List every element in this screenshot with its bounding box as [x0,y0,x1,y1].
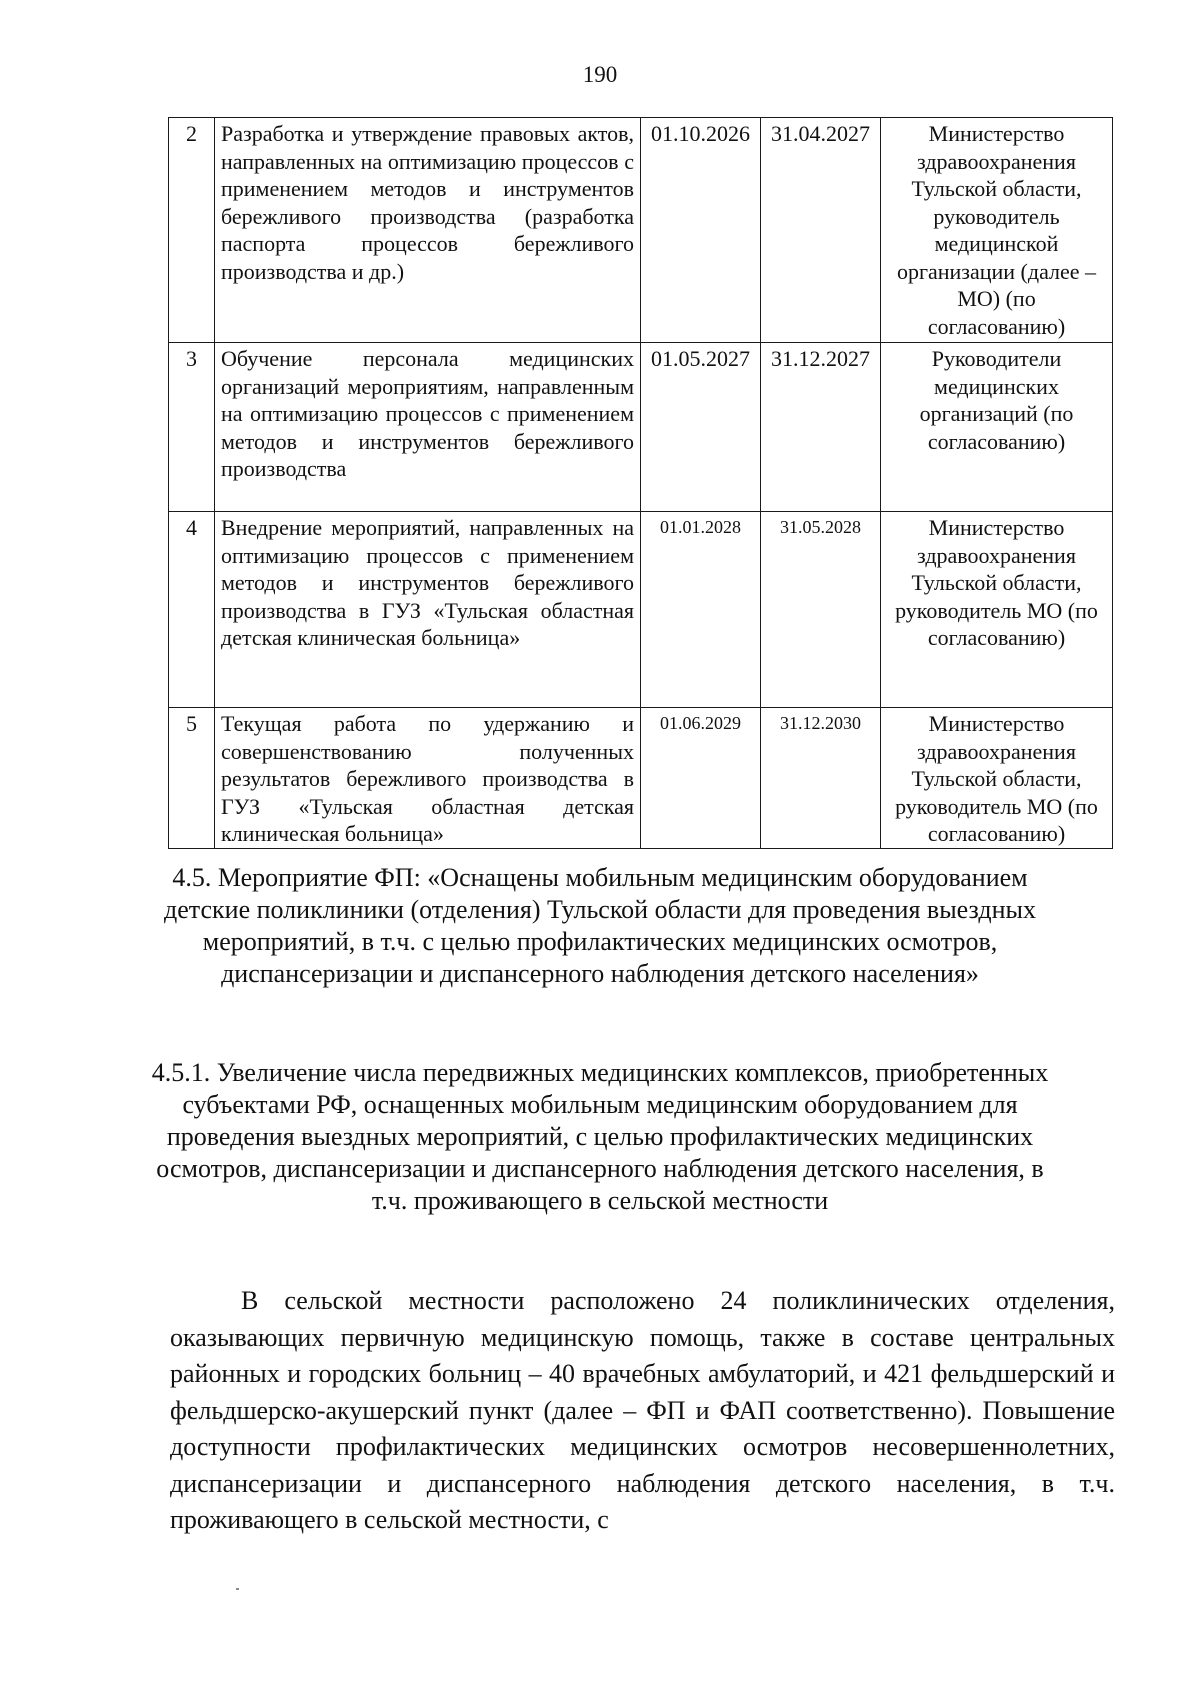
section-heading-4-5-1: 4.5.1. Увеличение числа передвижных медицинских комплексов, приобретенных субъектами РФ, оснащенных мобильным медицинским оборудованием для проведения выездных мероприятий, с целью профилактических медицинских осмотров, диспансеризации и диспансерного наблюдения детского населения, в т.ч. проживающего в сельской местности [151,1058,1049,1215]
table-row [169,343,1113,512]
scan-speck [236,1588,239,1590]
row-number: 2 [169,118,215,343]
row-end-date: 31.12.2027 [761,343,881,512]
row-start-date: 01.05.2027 [641,343,761,512]
row-responsible: Министерство здравоохранения Тульской области, руководитель медицинской организации (далее – МО) (по согласованию) [881,118,1113,343]
row-responsible: Министерство здравоохранения Тульской области, руководитель МО (по согласованию) [881,512,1113,708]
row-end-date: 31.05.2028 [761,512,881,708]
activities-table [168,117,1113,849]
table-row [169,708,1113,849]
row-number: 5 [169,708,215,849]
row-start-date: 01.01.2028 [641,512,761,708]
row-responsible: Руководители медицинских организаций (по согласованию) [881,343,1113,512]
section-heading-4-5: 4.5. Мероприятие ФП: «Оснащены мобильным медицинским оборудованием детские поликлиники (отделения) Тульской области для проведения выездных мероприятий, в т.ч. с целью профилактических медицинских осмотров, диспансеризации и диспансерного наблюдения детского населения» [164,863,1036,988]
row-number: 4 [169,512,215,708]
row-end-date: 31.12.2030 [761,708,881,849]
table-row [169,512,1113,708]
row-description: Обучение персонала медицинских организаций мероприятиям, направленным на оптимизацию процессов с применением методов и инструментов бережливого производства [215,343,641,512]
row-number: 3 [169,343,215,512]
row-description: Текущая работа по удержанию и совершенствованию полученных результатов бережливого производства в ГУЗ «Тульская областная детская клиническая больница» [215,708,641,849]
row-start-date: 01.06.2029 [641,708,761,849]
row-responsible: Министерство здравоохранения Тульской области, руководитель МО (по согласованию) [881,708,1113,849]
row-description: Внедрение мероприятий, направленных на оптимизацию процессов с применением методов и инструментов бережливого производства в ГУЗ «Тульская областная детская клиническая больница» [215,512,641,708]
row-end-date: 31.04.2027 [761,118,881,343]
row-start-date: 01.10.2026 [641,118,761,343]
page-number: 190 [582,62,618,87]
row-description: Разработка и утверждение правовых актов, направленных на оптимизацию процессов с применением методов и инструментов бережливого производства (разработка паспорта процессов бережливого производства и др.) [215,118,641,343]
body-paragraph: В сельской местности расположено 24 поликлинических отделения, оказывающих первичную медицинскую помощь, также в составе центральных районных и городских больниц – 40 врачебных амбулаторий, и 421 фельдшерский и фельдшерско-акушерский пункт (далее – ФП и ФАП соответственно). Повышение доступности профилактических медицинских осмотров несовершеннолетних, диспансеризации и диспансерного наблюдения детского населения, в т.ч. проживающего в сельской местности, с [170,1286,1115,1534]
table-row [169,118,1113,343]
